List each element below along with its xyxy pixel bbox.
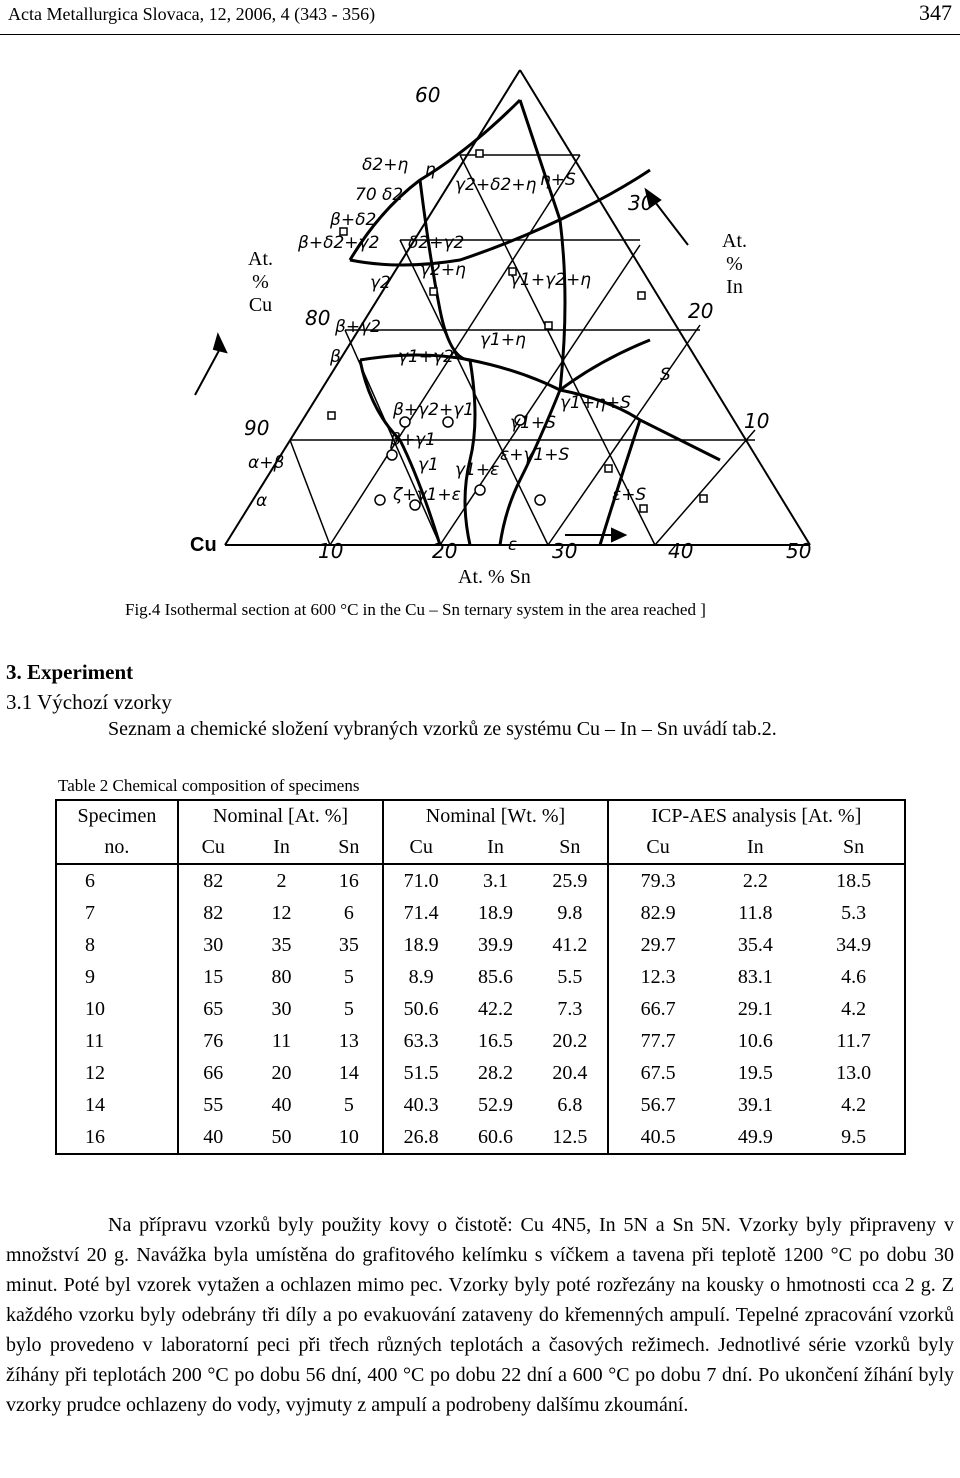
ternary-diagram xyxy=(0,60,960,600)
table-cell: 5 xyxy=(343,1094,354,1116)
phase-label: γ1+γ2+η xyxy=(510,270,592,290)
column-header: Cu xyxy=(608,831,708,864)
table-cell: 18.5 xyxy=(803,864,905,897)
phase-label: δ2+γ2 xyxy=(408,233,465,253)
table-cell: 20.4 xyxy=(552,1062,588,1084)
table-cell: 55 xyxy=(178,1089,248,1121)
phase-label: η+S xyxy=(540,170,576,190)
table-cell: 63.3 xyxy=(383,1025,458,1057)
tick-cu-60: 60 xyxy=(415,83,441,107)
table-caption: Table 2 Chemical composition of specimens xyxy=(58,776,360,795)
phase-label: β+γ2+γ1 xyxy=(393,400,475,420)
column-header: Sn xyxy=(843,836,865,858)
specimen-number: 11 xyxy=(56,1025,178,1057)
table-cell: 49.9 xyxy=(737,1126,773,1148)
table-cell: 71.0 xyxy=(383,864,458,897)
running-header xyxy=(0,0,960,35)
phase-label: γ2+δ2+η xyxy=(455,175,537,195)
axis-label-cu: At. % Cu xyxy=(248,248,273,316)
composition-table xyxy=(55,799,906,1155)
table-cell: 40 xyxy=(178,1121,248,1154)
phase-label: γ1+η xyxy=(480,330,526,350)
tick-sn-50: 50 xyxy=(786,539,812,563)
specimen-number: 14 xyxy=(56,1089,178,1121)
group-header: Nominal [At. %] xyxy=(178,800,383,831)
phase-label: S xyxy=(660,365,671,385)
table-cell: 6.8 xyxy=(557,1094,583,1116)
phase-label: α+β xyxy=(248,453,285,473)
table-cell: 34.9 xyxy=(836,934,872,956)
table-cell: 35.4 xyxy=(737,934,773,956)
table-cell: 28.2 xyxy=(477,1062,513,1084)
tick-in-30: 30 xyxy=(628,191,654,215)
phase-label: γ1+ε xyxy=(455,460,500,480)
table-cell: 11.7 xyxy=(836,1030,871,1052)
table-cell: 8.9 xyxy=(383,961,458,993)
table-cell: 39.1 xyxy=(737,1094,773,1116)
table-cell: 19.5 xyxy=(737,1062,773,1084)
specimen-number: 7 xyxy=(56,897,178,929)
axis-label-in: At. % In xyxy=(722,230,747,298)
table-cell: 30 xyxy=(178,929,248,961)
table-cell: 3.1 xyxy=(458,864,533,897)
table-cell: 50 xyxy=(271,1126,292,1148)
table-cell: 26.8 xyxy=(383,1121,458,1154)
table-cell: 4.2 xyxy=(841,998,867,1020)
table-row xyxy=(56,929,905,961)
table-cell: 25.9 xyxy=(533,864,608,897)
specimen-number: 9 xyxy=(56,961,178,993)
table-cell: 10.6 xyxy=(737,1030,773,1052)
table-cell: 51.5 xyxy=(383,1057,458,1089)
corner-label-cu: Cu xyxy=(190,534,217,556)
body-text xyxy=(6,1210,954,1420)
table-cell: 5 xyxy=(343,998,354,1020)
table-cell: 5.5 xyxy=(557,966,583,988)
phase-label: β xyxy=(330,347,341,367)
table-row xyxy=(56,864,905,897)
phase-label: γ2 xyxy=(370,273,391,293)
phase-label: β+δ2+γ2 xyxy=(298,233,380,253)
table-cell: 13 xyxy=(338,1030,359,1052)
table-cell: 41.2 xyxy=(552,934,588,956)
table-cell: 39.9 xyxy=(477,934,513,956)
tick-sn-10: 10 xyxy=(318,539,344,563)
table-cell: 77.7 xyxy=(608,1025,708,1057)
table-cell: 4.6 xyxy=(841,966,867,988)
table-cell: 16 xyxy=(315,864,383,897)
tick-in-20: 20 xyxy=(688,299,714,323)
phase-label: 70 δ2 xyxy=(355,185,404,205)
table-row xyxy=(56,1089,905,1121)
table-cell: 12.3 xyxy=(608,961,708,993)
group-header: Nominal [Wt. %] xyxy=(383,800,607,831)
phase-label: γ1+S xyxy=(510,413,556,433)
table-row xyxy=(56,961,905,993)
table-cell: 10 xyxy=(338,1126,359,1148)
table-cell: 2.2 xyxy=(707,864,803,897)
figure-caption: Fig.4 Isothermal section at 600 °C in the Cu – Sn ternary system in the area reached ] xyxy=(125,600,706,619)
tick-sn-30: 30 xyxy=(552,539,578,563)
table-cell: 12.5 xyxy=(552,1126,588,1148)
table-cell: 2 xyxy=(248,864,316,897)
table-cell: 79.3 xyxy=(608,864,708,897)
intro-paragraph: Seznam a chemické složení vybraných vzorků ze systému Cu – In – Sn uvádí tab.2. xyxy=(108,718,777,740)
table-cell: 7.3 xyxy=(557,998,583,1020)
table-cell: 20 xyxy=(271,1062,292,1084)
subsection-heading: 3.1 Výchozí vzorky xyxy=(6,690,172,714)
column-header: Cu xyxy=(178,831,248,864)
table-cell: 5.3 xyxy=(841,902,867,924)
phase-label: γ2+η xyxy=(420,260,466,280)
specimen-number: 16 xyxy=(56,1121,178,1154)
phase-label: β+γ1 xyxy=(390,430,436,450)
phase-label: δ2+η xyxy=(362,155,409,175)
specimen-number: 12 xyxy=(56,1057,178,1089)
tick-sn-40: 40 xyxy=(668,539,694,563)
table-body xyxy=(56,864,905,1154)
table-cell: 9.5 xyxy=(841,1126,867,1148)
table-cell: 56.7 xyxy=(608,1089,708,1121)
table-cell: 5 xyxy=(343,966,354,988)
phase-label: ε+S xyxy=(612,485,647,505)
table-cell: 6 xyxy=(343,902,354,924)
column-header: Cu xyxy=(383,831,458,864)
table-cell: 11 xyxy=(271,1030,292,1052)
phase-label: ε xyxy=(508,535,518,555)
table-cell: 13.0 xyxy=(836,1062,872,1084)
tick-sn-20: 20 xyxy=(432,539,458,563)
table-cell: 35 xyxy=(271,934,292,956)
section-heading: 3. Experiment xyxy=(6,660,134,684)
specimen-number: 6 xyxy=(56,864,178,897)
table-cell: 65 xyxy=(178,993,248,1025)
table-row xyxy=(56,1121,905,1154)
column-header: In xyxy=(487,836,504,858)
body-paragraph: Na přípravu vzorků byly použity kovy o čistotě: Cu 4N5, In 5N a Sn 5N. Vzorky byly připraveny v množství 20 g. Navážka byla umístěna do grafitového kelímku s víčkem a tavena při teplotě 1200 °C po dobu 30 minut. Poté byl vzorek vytažen a ochlazen mimo pec. Vzorky byly poté rozřezány na kousky o hmotnosti cca 2 g. Z každého vzorku byly odebrány tři díly a po evakuování zataveny do křemenných ampulí. Tepelné zpracování vzorků bylo provedeno v laboratorní peci při třech různých teplotách a časových režimech. Jednotlivé série vzorků byly žíhány při teplotách 200 °C po dobu 56 dní, 400 °C po dobu 22 dní a 600 °C po dobu 7 dní. Po ukončení žíhání byly vzorky prudce ochlazeny do vody, vyjmuty z ampulí a podrobeny dalšímu zkoumání. xyxy=(6,1214,954,1416)
table-row xyxy=(56,993,905,1025)
table-cell: 29.7 xyxy=(608,929,708,961)
specimen-header: Specimen xyxy=(56,800,178,831)
table-cell: 82 xyxy=(178,897,248,929)
phase-label: α xyxy=(256,491,268,511)
group-header: ICP-AES analysis [At. %] xyxy=(608,800,905,831)
phase-label: γ1 xyxy=(418,455,439,475)
table-cell: 50.6 xyxy=(383,993,458,1025)
table-cell: 40.5 xyxy=(608,1121,708,1154)
table-cell: 15 xyxy=(178,961,248,993)
table-cell: 42.2 xyxy=(477,998,513,1020)
table-cell: 40.3 xyxy=(383,1089,458,1121)
journal-citation: Acta Metallurgica Slovaca, 12, 2006, 4 (343 - 356) xyxy=(8,4,376,24)
phase-label: β+δ2 xyxy=(330,210,377,230)
page-number: 347 xyxy=(919,0,952,25)
specimen-number: 8 xyxy=(56,929,178,961)
table-cell: 35 xyxy=(338,934,359,956)
table-cell: 29.1 xyxy=(737,998,773,1020)
table-cell: 80 xyxy=(271,966,292,988)
table-cell: 16.5 xyxy=(477,1030,513,1052)
table-cell: 14 xyxy=(338,1062,359,1084)
phase-label: β+γ2 xyxy=(335,317,381,337)
table-cell: 52.9 xyxy=(477,1094,513,1116)
axis-label-sn: At. % Sn xyxy=(458,566,531,588)
specimen-number: 10 xyxy=(56,993,178,1025)
table-cell: 12 xyxy=(271,902,292,924)
tick-in-10: 10 xyxy=(744,409,770,433)
phase-diagram-figure xyxy=(0,60,960,600)
table-cell: 76 xyxy=(178,1025,248,1057)
column-header: In xyxy=(273,836,290,858)
column-header: Sn xyxy=(559,836,581,858)
specimen-header: no. xyxy=(56,831,178,864)
table-cell: 40 xyxy=(271,1094,292,1116)
phase-label: η xyxy=(425,160,436,180)
tick-cu-80: 80 xyxy=(305,306,331,330)
table-cell: 9.8 xyxy=(557,902,583,924)
table-cell: 66.7 xyxy=(608,993,708,1025)
table-cell: 18.9 xyxy=(477,902,513,924)
table-cell: 11.8 xyxy=(738,902,773,924)
column-header: In xyxy=(747,836,764,858)
table-row xyxy=(56,1025,905,1057)
table-row xyxy=(56,1057,905,1089)
table-cell: 4.2 xyxy=(841,1094,867,1116)
table-cell: 82.9 xyxy=(608,897,708,929)
tick-cu-90: 90 xyxy=(244,416,270,440)
table-row xyxy=(56,897,905,929)
table-cell: 85.6 xyxy=(477,966,513,988)
table-cell: 20.2 xyxy=(552,1030,588,1052)
table-cell: 71.4 xyxy=(383,897,458,929)
phase-label: ε+γ1+S xyxy=(500,445,570,465)
table-cell: 67.5 xyxy=(608,1057,708,1089)
table-cell: 66 xyxy=(178,1057,248,1089)
column-header: Sn xyxy=(338,836,360,858)
phase-label: ζ+γ1+ε xyxy=(393,485,461,505)
table-cell: 30 xyxy=(271,998,292,1020)
phase-label: γ1+γ2 xyxy=(398,347,454,367)
table-cell: 18.9 xyxy=(383,929,458,961)
table-cell: 82 xyxy=(178,864,248,897)
phase-label: γ1+η+S xyxy=(560,393,631,413)
table-cell: 60.6 xyxy=(477,1126,513,1148)
table-cell: 83.1 xyxy=(737,966,773,988)
